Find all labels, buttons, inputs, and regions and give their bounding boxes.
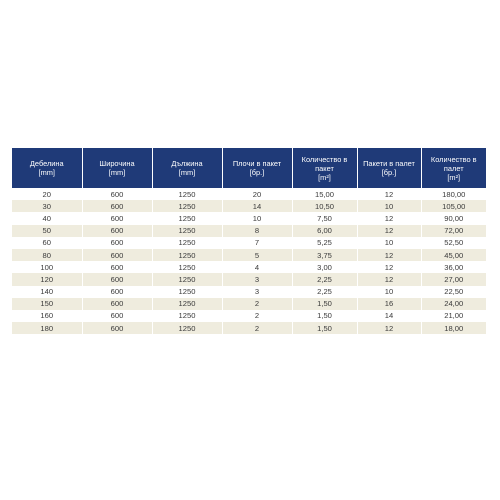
table-cell: 6,00 (292, 225, 357, 237)
table-cell: 10 (222, 212, 292, 224)
table-cell: 600 (82, 261, 152, 273)
table-cell: 150 (12, 298, 82, 310)
header-row (12, 148, 486, 188)
column-header-line: Широчина (99, 159, 135, 168)
column-header-line: Пакети в палет (363, 159, 415, 168)
column-header (222, 148, 292, 188)
table-cell: 24,00 (421, 298, 486, 310)
table-cell: 1250 (152, 249, 222, 261)
table-cell: 10 (357, 286, 421, 298)
table-cell: 4 (222, 261, 292, 273)
table-cell: 600 (82, 237, 152, 249)
table-cell: 600 (82, 249, 152, 261)
table-cell: 105,00 (421, 200, 486, 212)
table-cell: 160 (12, 310, 82, 322)
table-cell: 15,00 (292, 188, 357, 200)
table-cell: 12 (357, 212, 421, 224)
column-header-line: палет (443, 163, 464, 173)
table-cell: 100 (12, 261, 82, 273)
column-header-line: [mm] (178, 168, 196, 177)
table-cell: 180 (12, 322, 82, 334)
table-cell: 600 (82, 322, 152, 334)
table-cell: 2 (222, 310, 292, 322)
column-header-line: [бр.] (381, 168, 397, 177)
table-cell: 60 (12, 237, 82, 249)
product-spec-table-container (12, 148, 486, 334)
table-cell: 120 (12, 273, 82, 285)
table-cell: 5,25 (292, 237, 357, 249)
table-cell: 2,25 (292, 273, 357, 285)
table-cell: 1250 (152, 298, 222, 310)
column-header-line: Плочи в пакет (232, 159, 282, 168)
table-cell: 72,00 (421, 225, 486, 237)
table-cell: 12 (357, 273, 421, 285)
table-row (12, 188, 486, 200)
table-cell: 1250 (152, 237, 222, 249)
table-cell: 1250 (152, 273, 222, 285)
column-header (292, 148, 357, 188)
table-cell: 1250 (152, 188, 222, 200)
table-cell: 5 (222, 249, 292, 261)
column-header-line: [m²] (447, 172, 461, 182)
table-cell: 180,00 (421, 188, 486, 200)
column-header (152, 148, 222, 188)
table-cell: 16 (357, 298, 421, 310)
table-cell: 36,00 (421, 261, 486, 273)
table-cell: 7 (222, 237, 292, 249)
table-cell: 20 (12, 188, 82, 200)
table-cell: 7,50 (292, 212, 357, 224)
table-cell: 600 (82, 212, 152, 224)
table-cell: 12 (357, 261, 421, 273)
table-cell: 1,50 (292, 322, 357, 334)
table-cell: 21,00 (421, 310, 486, 322)
column-header-line: Количество в (301, 154, 348, 164)
table-row (12, 225, 486, 237)
table-cell: 30 (12, 200, 82, 212)
table-cell: 140 (12, 286, 82, 298)
column-header-line: [mm] (38, 168, 55, 177)
table-cell: 40 (12, 212, 82, 224)
table-cell: 20 (222, 188, 292, 200)
table-cell: 45,00 (421, 249, 486, 261)
table-row (12, 286, 486, 298)
table-cell: 27,00 (421, 273, 486, 285)
table-cell: 22,50 (421, 286, 486, 298)
table-cell: 2 (222, 322, 292, 334)
column-header-line: Количество в (430, 154, 477, 164)
table-row (12, 249, 486, 261)
table-row (12, 298, 486, 310)
table-cell: 90,00 (421, 212, 486, 224)
table-cell: 1250 (152, 261, 222, 273)
table-cell: 12 (357, 249, 421, 261)
table-cell: 14 (222, 200, 292, 212)
column-header-line: [m²] (318, 172, 331, 182)
table-cell: 600 (82, 188, 152, 200)
table-row (12, 273, 486, 285)
table-row (12, 322, 486, 334)
table-row (12, 200, 486, 212)
table-cell: 12 (357, 225, 421, 237)
table-cell: 1,50 (292, 310, 357, 322)
table-cell: 3 (222, 273, 292, 285)
table-cell: 600 (82, 273, 152, 285)
table-cell: 2 (222, 298, 292, 310)
product-spec-table (12, 148, 486, 334)
table-cell: 52,50 (421, 237, 486, 249)
table-cell: 1250 (152, 212, 222, 224)
table-cell: 12 (357, 322, 421, 334)
table-cell: 600 (82, 200, 152, 212)
column-header (12, 148, 82, 188)
table-cell: 600 (82, 298, 152, 310)
table-row (12, 237, 486, 249)
table-cell: 3 (222, 286, 292, 298)
table-cell: 3,75 (292, 249, 357, 261)
table-cell: 80 (12, 249, 82, 261)
column-header-line: [бр.] (249, 168, 265, 177)
table-header (12, 148, 486, 188)
table-cell: 14 (357, 310, 421, 322)
column-header (82, 148, 152, 188)
table-cell: 1250 (152, 322, 222, 334)
table-row (12, 212, 486, 224)
table-cell: 2,25 (292, 286, 357, 298)
table-cell: 600 (82, 286, 152, 298)
table-cell: 3,00 (292, 261, 357, 273)
table-cell: 1250 (152, 200, 222, 212)
column-header-line: Дължина (171, 159, 203, 168)
table-body (12, 188, 486, 334)
table-cell: 10 (357, 200, 421, 212)
column-header (421, 148, 486, 188)
table-cell: 1250 (152, 310, 222, 322)
table-cell: 18,00 (421, 322, 486, 334)
column-header (357, 148, 421, 188)
table-row (12, 310, 486, 322)
table-cell: 600 (82, 310, 152, 322)
column-header-line: Дебелина (29, 159, 64, 168)
table-cell: 1,50 (292, 298, 357, 310)
table-row (12, 261, 486, 273)
table-cell: 1250 (152, 225, 222, 237)
table-cell: 8 (222, 225, 292, 237)
table-cell: 600 (82, 225, 152, 237)
table-cell: 1250 (152, 286, 222, 298)
table-cell: 50 (12, 225, 82, 237)
table-cell: 10 (357, 237, 421, 249)
column-header-line: [mm] (108, 168, 126, 177)
table-cell: 10,50 (292, 200, 357, 212)
column-header-line: пакет (315, 163, 334, 173)
table-cell: 12 (357, 188, 421, 200)
